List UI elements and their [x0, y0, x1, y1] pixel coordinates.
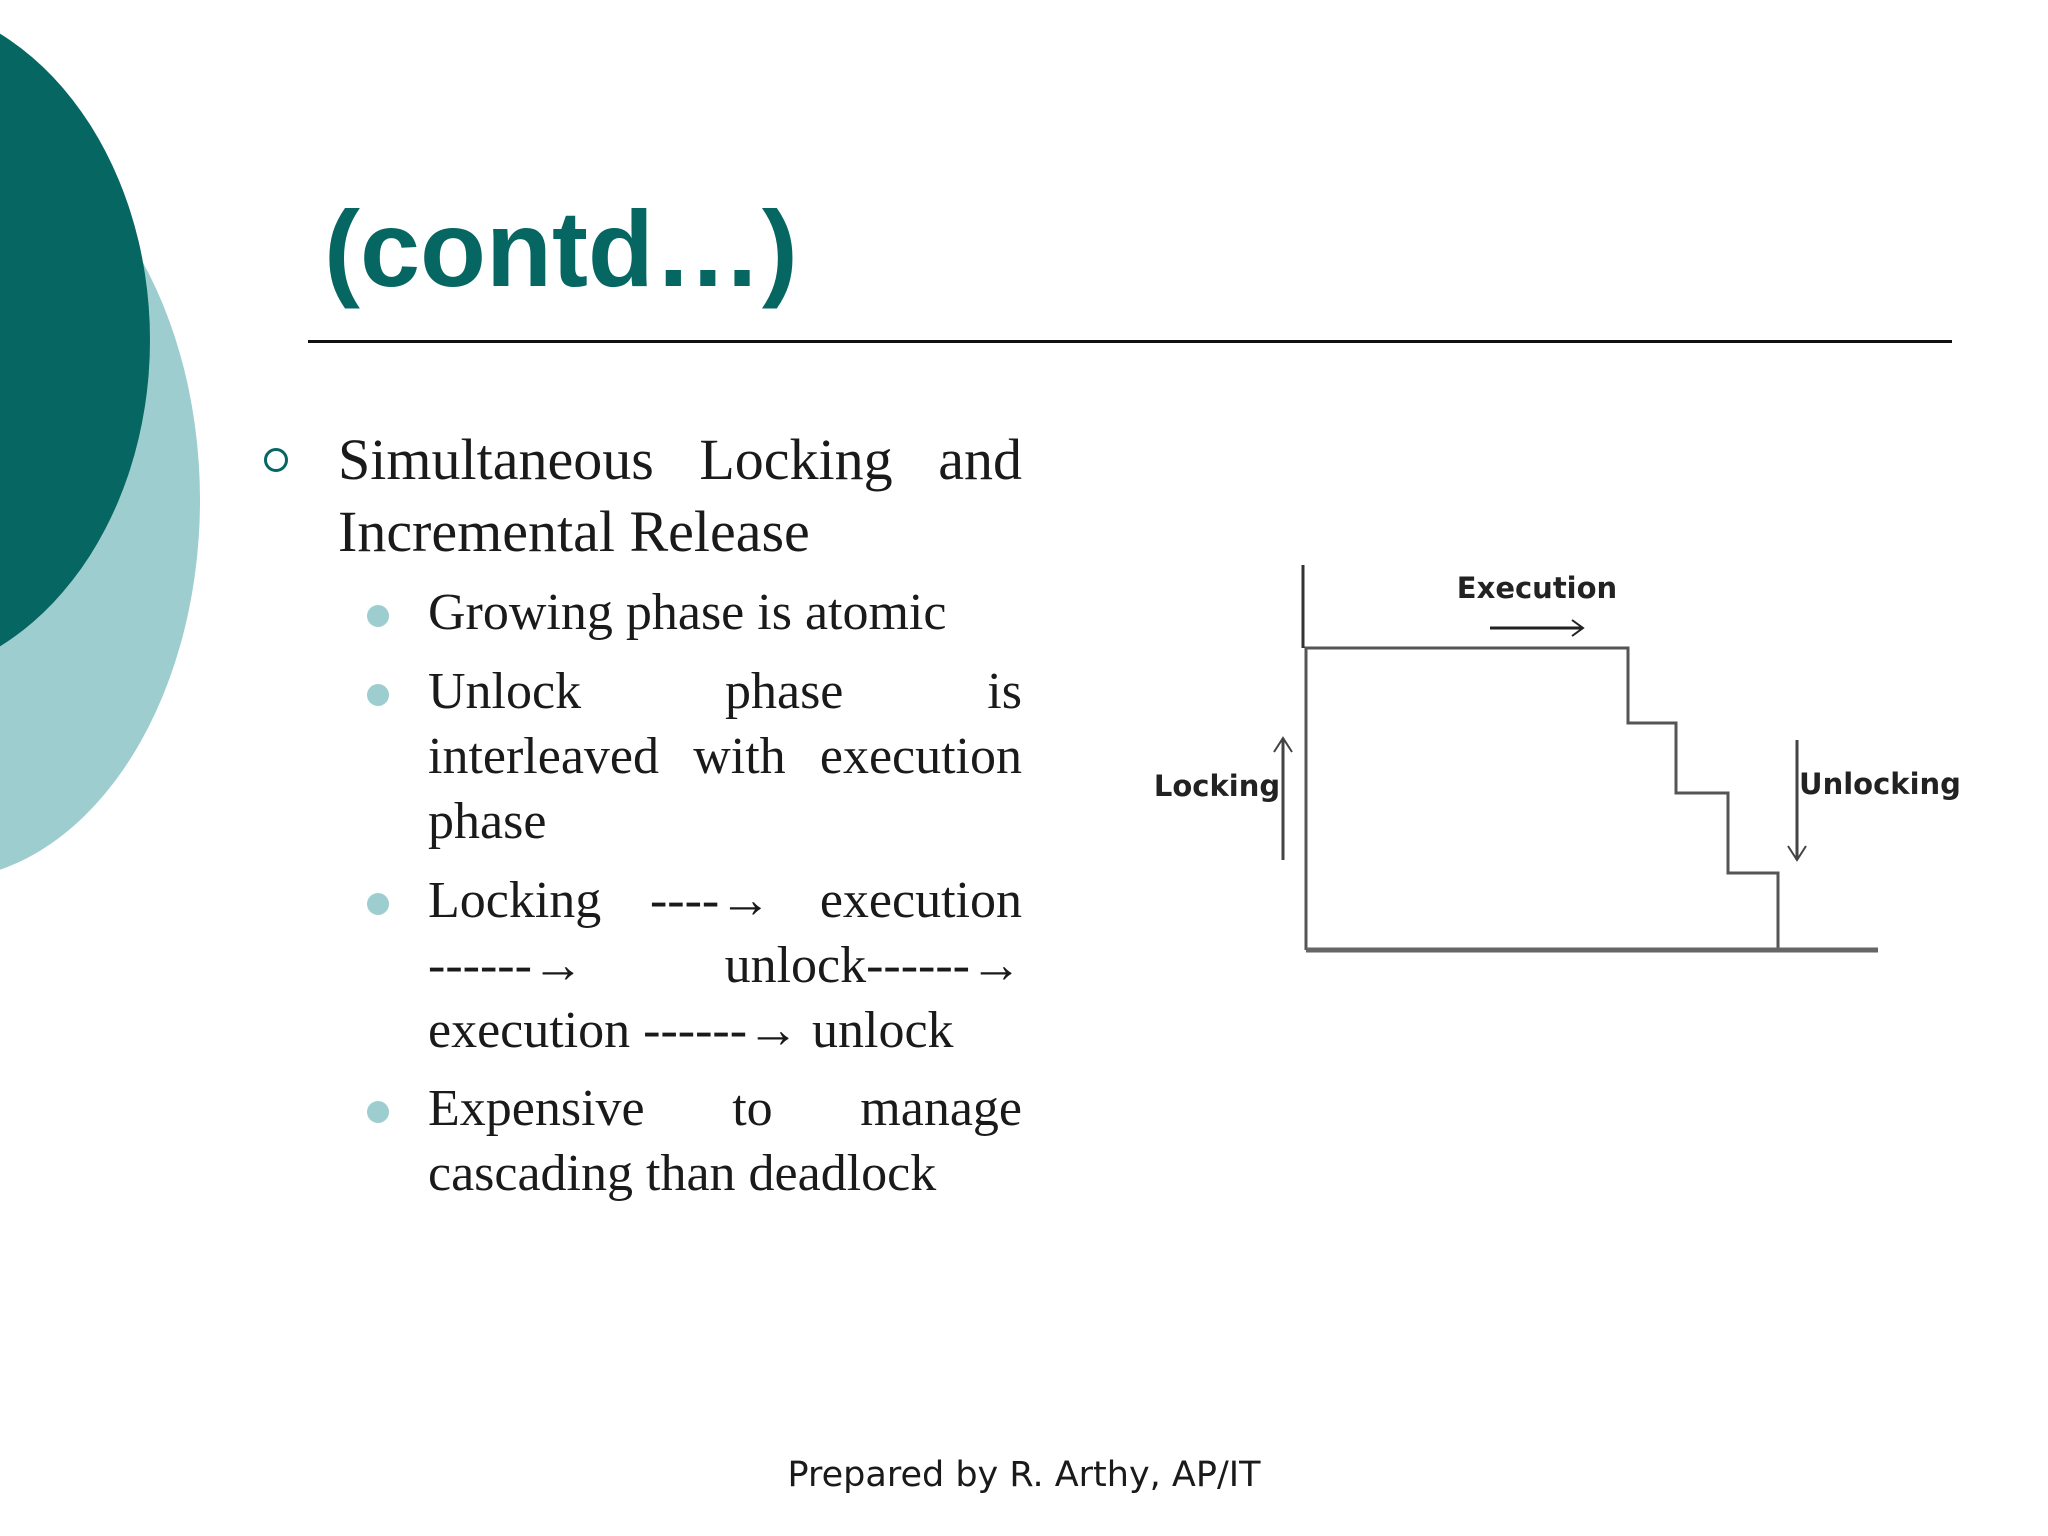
sub-bullet-expensive: Expensive to manage cascading than deadlock	[428, 1080, 1022, 1202]
execution-arrow-icon	[1490, 620, 1583, 636]
execution-label: Execution	[1456, 571, 1618, 605]
sub-bullet-sequence: Locking ----→ execution ------→ unlock------→ execution ------→ unlock	[428, 872, 1022, 1059]
title-divider	[308, 340, 1952, 343]
locking-diagram	[1150, 540, 1980, 980]
lock-count-step-line	[1306, 648, 1778, 950]
sub-bullet-unlock-phase: Unlock phase is interleaved with execution phase	[428, 663, 1022, 850]
teal-dot-bullet-icon	[367, 1101, 389, 1123]
teal-dot-bullet-icon	[367, 605, 389, 627]
footer-credit: Prepared by R. Arthy, AP/IT	[787, 1455, 1261, 1495]
unlocking-label: Unlocking	[1799, 767, 1961, 801]
teal-dot-bullet-icon	[367, 893, 389, 915]
locking-label: Locking	[1153, 769, 1281, 803]
locking-diagram-svg	[1150, 540, 1980, 980]
teal-dot-bullet-icon	[367, 684, 389, 706]
hollow-circle-bullet-icon	[264, 448, 288, 472]
sub-bullet-growing: Growing phase is atomic	[428, 584, 947, 641]
slide-title: (contd…)	[324, 188, 798, 309]
main-bullet-text: Simultaneous Locking and Incremental Release	[338, 427, 1022, 564]
